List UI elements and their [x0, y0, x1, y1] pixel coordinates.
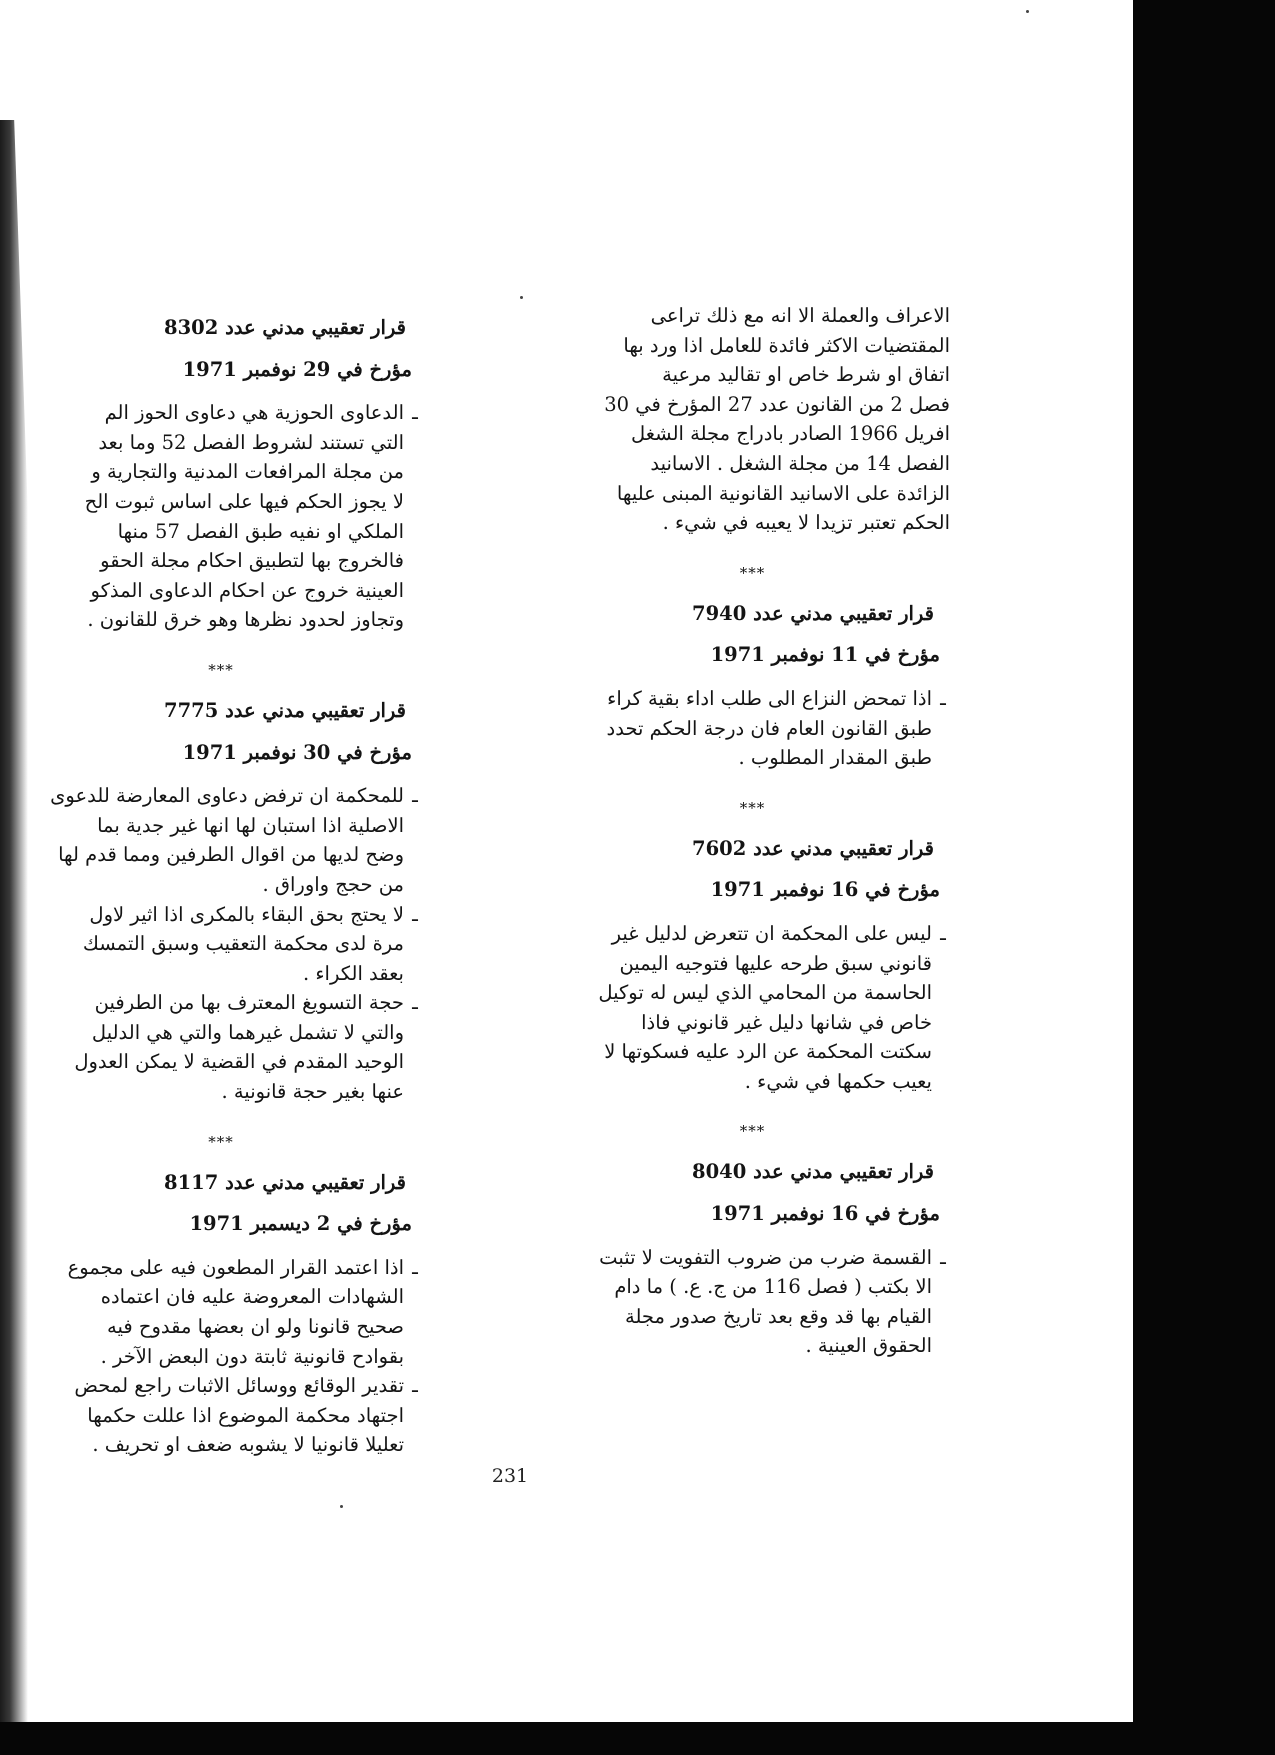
text-line: الا بكتب ( فصل 116 من ج. ع. ) ما دام: [614, 1275, 932, 1299]
ruling-section: [20, 660, 422, 1107]
text-line: الوحيد المقدم في القضية لا يمكن العدول: [74, 1050, 404, 1074]
text-line: افريل 1966 الصادر بادراج مجلة الشغل: [631, 422, 950, 446]
text-line: اذا اعتمد القرار المطعون فيه على مجموع: [67, 1255, 404, 1279]
ruling-section: [20, 1132, 422, 1460]
ruling-item: [20, 900, 422, 989]
section-separator: ***: [739, 563, 766, 582]
speck-mark: [340, 1505, 343, 1508]
text-line: الحقوق العينية .: [805, 1334, 932, 1358]
text-line: فصل 2 من القانون عدد 27 المؤرخ في 30: [604, 392, 950, 416]
ruling-heading: قرار تعقيبي مدني عدد 8117: [164, 1170, 406, 1194]
text-line: سكتت المحكمة عن الرد عليه فسكوتها لا: [604, 1040, 932, 1064]
left-column: [20, 313, 422, 1460]
ruling-item: [20, 1371, 422, 1460]
text-line: الشهادات المعروضة عليه فان اعتماده: [100, 1285, 404, 1309]
text-line: تعليلا قانونيا لا يشوبه ضعف او تحريف .: [92, 1433, 404, 1457]
speck-mark: [1026, 10, 1029, 13]
ruling-date: مؤرخ في 2 ديسمبر 1971: [189, 1212, 412, 1236]
item-dash: ـ: [940, 686, 946, 710]
text-line: الحاسمة من المحامي الذي ليس له توكيل: [598, 981, 932, 1005]
item-dash: ـ: [412, 991, 418, 1015]
text-line: الحكم تعتبر تزيدا لا يعيبه في شيء .: [662, 511, 950, 535]
item-dash: ـ: [412, 1255, 418, 1279]
intro-paragraph: [555, 301, 950, 538]
text-line: طبق القانون العام فان درجة الحكم تحدد: [606, 716, 932, 740]
text-line: خاص في شانها دليل غير قانوني فاذا: [641, 1010, 932, 1034]
section-separator: ***: [739, 1122, 766, 1141]
scan-page-corner: [0, 0, 40, 120]
item-dash: ـ: [412, 902, 418, 926]
section-separator: ***: [739, 798, 766, 817]
text-line: القيام بها قد وقع بعد تاريخ صدور مجلة: [625, 1304, 932, 1328]
text-line: الدعاوى الحوزية هي دعاوى الحوز الم: [104, 401, 404, 425]
text-line: لا يحتج بحق البقاء بالمكرى اذا اثير لاول: [89, 902, 404, 926]
ruling-section: [555, 563, 950, 773]
ruling-date: مؤرخ في 30 نوفمبر 1971: [182, 740, 412, 764]
ruling-heading: قرار تعقيبي مدني عدد 7602: [692, 836, 934, 860]
text-line: مرة لدى محكمة التعقيب وسبق التمسك: [82, 932, 404, 956]
text-line: حجة التسويغ المعترف بها من الطرفين: [94, 991, 404, 1015]
section-separator: ***: [208, 660, 234, 679]
section-separator: ***: [208, 1132, 234, 1151]
text-line: طبق المقدار المطلوب .: [738, 746, 932, 770]
text-line: اذا تمحض النزاع الى طلب اداء بقية كراء: [607, 686, 932, 710]
text-line: وتجاوز لحدود نظرها وهو خرق للقانون .: [87, 608, 404, 632]
item-dash: ـ: [412, 401, 418, 425]
ruling-date: مؤرخ في 16 نوفمبر 1971: [710, 1202, 940, 1226]
item-dash: ـ: [412, 1374, 418, 1398]
scan-border-right: [1133, 0, 1275, 1755]
text-line: من مجلة المرافعات المدنية والتجارية و: [91, 460, 404, 484]
text-line: الزائدة على الاسانيد القانونية المبنى عليها: [616, 481, 950, 505]
ruling-heading: قرار تعقيبي مدني عدد 8302: [164, 316, 406, 339]
ruling-item: [555, 684, 950, 773]
speck-mark: [520, 296, 523, 299]
text-line: بقوادح قانونية ثابتة دون البعض الآخر .: [100, 1344, 404, 1368]
text-line: وضح لديها من اقوال الطرفين ومما قدم لها: [58, 843, 404, 867]
ruling-item: [20, 781, 422, 899]
ruling-section: [555, 798, 950, 1097]
text-line: لا يجوز الحكم فيها على اساس ثبوت الح: [84, 489, 404, 513]
text-line: ليس على المحكمة ان تتعرض لدليل غير: [611, 921, 932, 945]
ruling-item: [555, 1243, 950, 1361]
ruling-date: مؤرخ في 29 نوفمبر 1971: [182, 357, 412, 381]
text-line: عنها بغير حجة قانونية .: [221, 1080, 404, 1104]
text-line: بعقد الكراء .: [302, 961, 404, 985]
ruling-item: [20, 398, 422, 635]
text-line: يعيب حكمها في شيء .: [744, 1069, 932, 1093]
ruling-item: [20, 1253, 422, 1371]
text-line: للمحكمة ان ترفض دعاوى المعارضة للدعوى: [50, 784, 404, 808]
text-line: فالخروج بها لتطبيق احكام مجلة الحقو: [100, 549, 404, 573]
text-line: اجتهاد محكمة الموضوع اذا عللت حكمها: [87, 1403, 404, 1427]
text-line: صحيح قانونا ولو ان بعضها مقدوح فيه: [107, 1315, 404, 1339]
ruling-date: مؤرخ في 16 نوفمبر 1971: [710, 878, 940, 902]
text-line: تقدير الوقائع ووسائل الاثبات راجع لمحض: [74, 1374, 404, 1398]
text-line: التي تستند لشروط الفصل 52 وما بعد: [98, 430, 404, 454]
text-line: الاعراف والعملة الا انه مع ذلك تراعى: [650, 304, 950, 327]
text-line: العينية خروج عن احكام الدعاوى المذكو: [90, 578, 404, 602]
ruling-section: [555, 1124, 950, 1361]
text-line: الاصلية اذا استبان لها انها غير جدية بما: [97, 813, 404, 837]
ruling-section: [20, 313, 422, 635]
text-line: الملكي او نفيه طبق الفصل 57 منها: [117, 519, 404, 543]
ruling-heading: قرار تعقيبي مدني عدد 7940: [692, 601, 934, 625]
ruling-date: مؤرخ في 11 نوفمبر 1971: [710, 643, 940, 667]
item-dash: ـ: [412, 784, 418, 808]
text-line: الفصل 14 من مجلة الشغل . الاسانيد: [650, 451, 950, 475]
item-dash: ـ: [940, 921, 946, 945]
ruling-item: [20, 988, 422, 1106]
text-line: اتفاق او شرط خاص او تقاليد مرعية: [662, 363, 950, 387]
text-line: والتي لا تشمل غيرهما والتي هي الدليل: [91, 1020, 404, 1044]
text-line: قانوني سبق طرحه عليها فتوجيه اليمين: [619, 951, 932, 975]
ruling-heading: قرار تعقيبي مدني عدد 7775: [164, 698, 406, 722]
page-number: 231: [491, 1465, 529, 1487]
right-column: [555, 301, 950, 1361]
text-line: القسمة ضرب من ضروب التفويت لا تثبت: [599, 1245, 932, 1269]
text-line: من حجج واوراق .: [262, 872, 404, 896]
ruling-item: [555, 919, 950, 1097]
ruling-heading: قرار تعقيبي مدني عدد 8040: [692, 1160, 934, 1184]
item-dash: ـ: [940, 1245, 946, 1269]
scan-border-bottom: [0, 1722, 1275, 1755]
text-line: المقتضيات الاكثر فائدة للعامل اذا ورد بها: [623, 333, 950, 357]
